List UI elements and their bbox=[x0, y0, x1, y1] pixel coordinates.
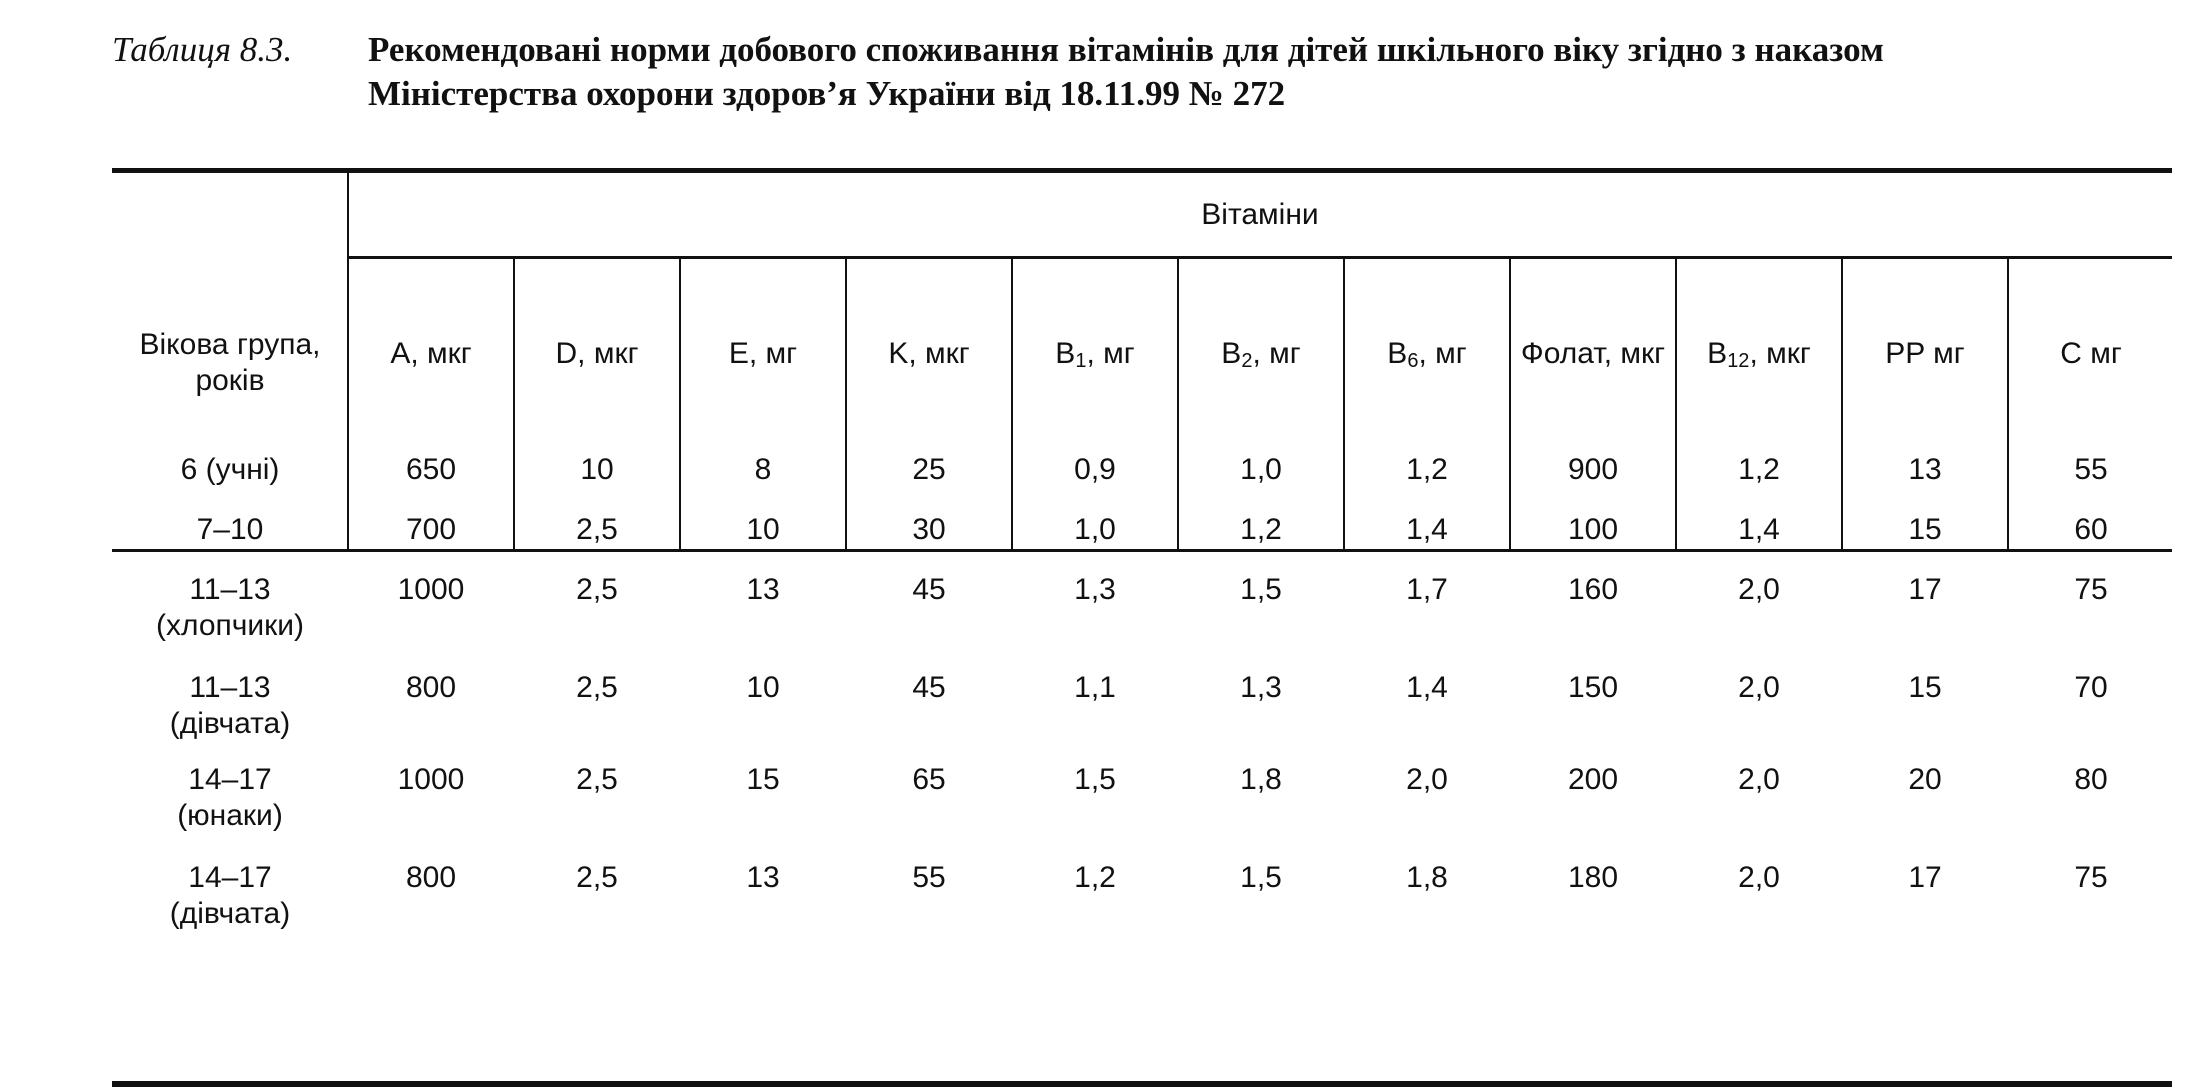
column-header-label: A, мкг bbox=[390, 337, 472, 370]
value-cell: 13 bbox=[1908, 453, 1942, 486]
age-group-cell: 11–13 (дівчата) bbox=[169, 671, 291, 740]
age-group-header: Вікова група, років bbox=[139, 328, 321, 397]
column-divider bbox=[513, 259, 515, 549]
value-cell: 1,5 bbox=[1074, 763, 1116, 796]
value-cell: 2,0 bbox=[1738, 671, 1780, 704]
value-cell: 15 bbox=[746, 763, 780, 796]
age-group-cell: 14–17 (дівчата) bbox=[169, 861, 291, 930]
value-cell: 30 bbox=[912, 513, 946, 546]
column-header bbox=[1178, 259, 1344, 549]
column-header bbox=[846, 259, 1012, 549]
caption-label: Таблиця 8.3. bbox=[112, 30, 293, 69]
table-header-rule bbox=[112, 549, 2172, 552]
column-header-unit: , мкг bbox=[1749, 337, 1811, 370]
value-cell: 1,2 bbox=[1074, 861, 1116, 894]
column-header-subscript: 2 bbox=[1241, 350, 1253, 372]
vitamins-group-header: Вітаміни bbox=[1201, 197, 1319, 231]
column-header bbox=[1510, 259, 1676, 549]
column-header bbox=[680, 259, 846, 549]
value-cell: 1,3 bbox=[1240, 671, 1282, 704]
value-cell: 2,5 bbox=[576, 861, 618, 894]
value-cell: 160 bbox=[1567, 573, 1619, 606]
column-header-unit: , мг bbox=[1418, 337, 1467, 370]
value-cell: 1,0 bbox=[1240, 453, 1282, 486]
value-cell: 10 bbox=[746, 671, 780, 704]
column-header-label: B bbox=[1707, 337, 1728, 370]
value-cell: 45 bbox=[912, 671, 946, 704]
value-cell: 1,5 bbox=[1240, 861, 1282, 894]
value-cell: 75 bbox=[2074, 573, 2108, 606]
column-divider bbox=[1343, 259, 1345, 549]
value-cell: 100 bbox=[1567, 513, 1619, 546]
value-cell: 17 bbox=[1908, 573, 1942, 606]
column-header-subscript: 1 bbox=[1075, 350, 1087, 372]
value-cell: 1,1 bbox=[1074, 671, 1116, 704]
column-header-unit: , мг bbox=[1252, 337, 1301, 370]
column-header-label: Фолат, мкг bbox=[1520, 337, 1666, 370]
value-cell: 1,5 bbox=[1240, 573, 1282, 606]
column-header-label: K, мкг bbox=[888, 337, 970, 370]
value-cell: 1000 bbox=[397, 763, 465, 796]
value-cell: 200 bbox=[1567, 763, 1619, 796]
value-cell: 1,8 bbox=[1240, 763, 1282, 796]
column-header-subscript: 6 bbox=[1407, 350, 1419, 372]
value-cell: 55 bbox=[912, 861, 946, 894]
value-cell: 55 bbox=[2074, 453, 2108, 486]
value-cell: 8 bbox=[754, 453, 772, 486]
value-cell: 15 bbox=[1908, 671, 1942, 704]
column-divider bbox=[2007, 259, 2009, 549]
value-cell: 180 bbox=[1567, 861, 1619, 894]
value-cell: 45 bbox=[912, 573, 946, 606]
value-cell: 10 bbox=[580, 453, 614, 486]
column-header-label: B bbox=[1055, 337, 1076, 370]
column-header bbox=[514, 259, 680, 549]
column-divider bbox=[1841, 259, 1843, 549]
value-cell: 1,2 bbox=[1738, 453, 1780, 486]
value-cell: 1,7 bbox=[1406, 573, 1448, 606]
value-cell: 1,4 bbox=[1406, 513, 1448, 546]
value-cell: 1000 bbox=[397, 573, 465, 606]
value-cell: 17 bbox=[1908, 861, 1942, 894]
column-header bbox=[1842, 259, 2008, 549]
age-group-cell: 7–10 bbox=[196, 513, 264, 546]
column-divider bbox=[1675, 259, 1677, 549]
value-cell: 1,2 bbox=[1406, 453, 1448, 486]
column-header bbox=[2008, 259, 2174, 549]
column-divider bbox=[1509, 259, 1511, 549]
value-cell: 2,5 bbox=[576, 573, 618, 606]
value-cell: 65 bbox=[912, 763, 946, 796]
value-cell: 2,5 bbox=[576, 671, 618, 704]
value-cell: 2,0 bbox=[1738, 573, 1780, 606]
value-cell: 650 bbox=[405, 453, 457, 486]
column-header-unit: , мг bbox=[1086, 337, 1135, 370]
value-cell: 75 bbox=[2074, 861, 2108, 894]
column-header bbox=[1344, 259, 1510, 549]
value-cell: 15 bbox=[1908, 513, 1942, 546]
column-header bbox=[1012, 259, 1178, 549]
column-header bbox=[1676, 259, 1842, 549]
value-cell: 2,0 bbox=[1738, 763, 1780, 796]
value-cell: 10 bbox=[746, 513, 780, 546]
value-cell: 0,9 bbox=[1074, 453, 1116, 486]
value-cell: 900 bbox=[1567, 453, 1619, 486]
value-cell: 20 bbox=[1908, 763, 1942, 796]
column-header-label: C мг bbox=[2060, 337, 2122, 370]
column-header-subscript: 12 bbox=[1727, 350, 1750, 372]
value-cell: 1,0 bbox=[1074, 513, 1116, 546]
column-header bbox=[348, 259, 514, 549]
value-cell: 150 bbox=[1567, 671, 1619, 704]
column-header-label: B bbox=[1221, 337, 1242, 370]
value-cell: 1,4 bbox=[1406, 671, 1448, 704]
value-cell: 13 bbox=[746, 861, 780, 894]
value-cell: 60 bbox=[2074, 513, 2108, 546]
column-header-label: E, мг bbox=[728, 337, 798, 370]
value-cell: 1,8 bbox=[1406, 861, 1448, 894]
column-divider bbox=[845, 259, 847, 549]
value-cell: 13 bbox=[746, 573, 780, 606]
column-divider bbox=[1011, 259, 1013, 549]
value-cell: 1,3 bbox=[1074, 573, 1116, 606]
column-header-label: D, мкг bbox=[555, 337, 639, 370]
value-cell: 800 bbox=[405, 861, 457, 894]
value-cell: 1,2 bbox=[1240, 513, 1282, 546]
value-cell: 1,4 bbox=[1738, 513, 1780, 546]
value-cell: 80 bbox=[2074, 763, 2108, 796]
value-cell: 700 bbox=[405, 513, 457, 546]
age-group-cell: 11–13 (хлопчики) bbox=[155, 573, 305, 642]
age-group-cell: 14–17 (юнаки) bbox=[177, 763, 283, 832]
table-bottom-rule bbox=[112, 1081, 2172, 1087]
value-cell: 2,5 bbox=[576, 763, 618, 796]
column-header-label: PP мг bbox=[1885, 337, 1965, 370]
value-cell: 2,5 bbox=[576, 513, 618, 546]
age-group-cell: 6 (учні) bbox=[180, 453, 280, 486]
column-header-label: B bbox=[1387, 337, 1408, 370]
value-cell: 2,0 bbox=[1406, 763, 1448, 796]
value-cell: 25 bbox=[912, 453, 946, 486]
value-cell: 2,0 bbox=[1738, 861, 1780, 894]
value-cell: 70 bbox=[2074, 671, 2108, 704]
value-cell: 800 bbox=[405, 671, 457, 704]
column-divider bbox=[679, 259, 681, 549]
column-divider bbox=[1177, 259, 1179, 549]
caption-text: Рекомендовані норми добового споживання вітамінів для дітей шкільного віку згідно з наказом Міністерства охорони здоров’я України від 18.11.99 № 272 bbox=[368, 30, 1884, 113]
